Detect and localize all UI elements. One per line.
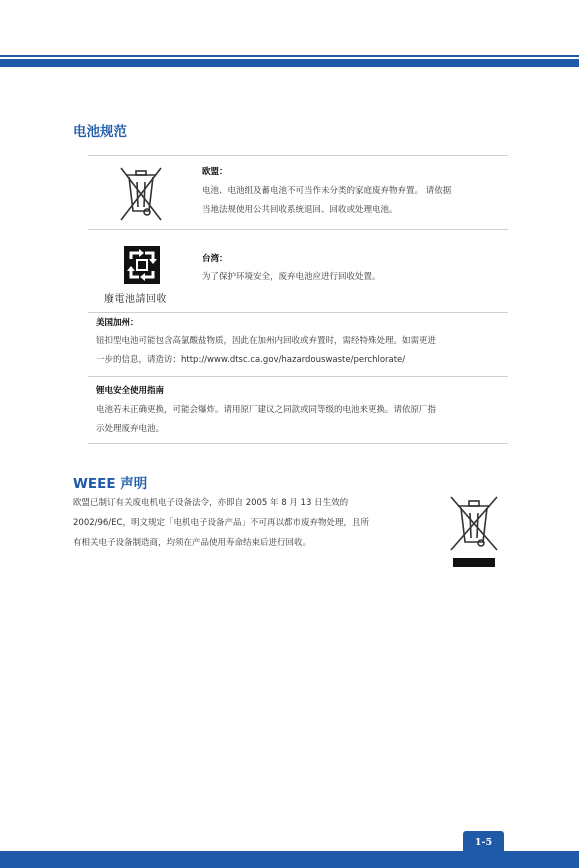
divider <box>88 376 508 377</box>
lithium-text-line2: 示处理废弃电池。 <box>96 424 165 434</box>
lithium-text-line1: 电池若未正确更换，可能会爆炸。请用原厂建议之同款或同等级的电池来更换。请依原厂指 <box>96 405 437 415</box>
taiwan-text-line1: 为了保护环境安全，废弃电池应进行回收处置。 <box>202 272 381 282</box>
divider <box>88 229 508 230</box>
recycle-seal-icon <box>123 245 161 285</box>
weee-text-line3: 有相关电子设备制造商，均须在产品使用寿命结束后进行回收。 <box>73 538 312 548</box>
header-rule-thin <box>0 55 579 57</box>
eu-heading: 欧盟： <box>202 167 228 177</box>
recycle-seal-caption: 廢電池請回收 <box>104 294 167 305</box>
page-number: 1-5 <box>463 831 504 852</box>
crossed-out-bin-icon <box>118 165 164 223</box>
weee-section-title: WEEE 声明 <box>73 476 148 492</box>
taiwan-heading: 台湾： <box>202 254 228 264</box>
weee-text-line1: 欧盟已制订有关废电机电子设备法令，亦即自 2005 年 8 月 13 日生效的 <box>73 498 349 508</box>
header-rule-thick <box>0 59 579 67</box>
battery-section-title: 电池规范 <box>73 124 127 140</box>
eu-text-line1: 电池、电池组及蓄电池不可当作未分类的家庭废弃物弃置。 请依据 <box>202 186 452 196</box>
divider <box>88 443 508 444</box>
footer-bar <box>0 851 579 868</box>
crossed-out-bin-with-bar-icon <box>448 494 500 568</box>
lithium-heading: 锂电安全使用指南 <box>96 386 165 396</box>
eu-text-line2: 当地法规使用公共回收系统退回、回收或处理电池。 <box>202 205 398 215</box>
california-text-line2: 一步的信息，请造访：http://www.dtsc.ca.gov/hazardouswaste/perchlorate/ <box>96 355 406 365</box>
divider <box>88 312 508 313</box>
weee-text-line2: 2002/96/EC，明文规定「电机电子设备产品」不可再以都市废弃物处理，且所 <box>73 518 369 528</box>
california-text-line1: 钮扣型电池可能包含高氯酸盐物质，因此在加州内回收或弃置时，需经特殊处理。如需更进 <box>96 336 437 346</box>
california-heading: 美国加州： <box>96 318 139 328</box>
divider <box>88 155 508 156</box>
